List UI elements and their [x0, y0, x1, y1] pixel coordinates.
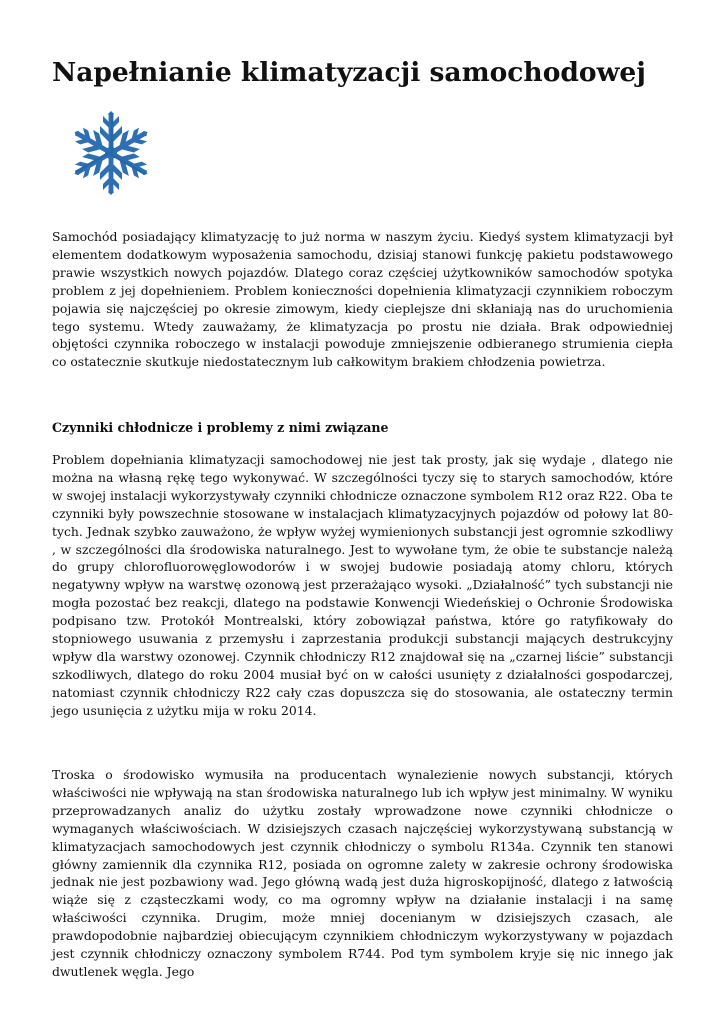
refrigerants-paragraph: Problem dopełniania klimatyzacji samochodowej nie jest tak prosty, jak się wydaje , dlatego nie można na własną rękę tego wykonywać. W szczególności tyczy się to starych samochodów, które w swojej instalacji wykorzystywały czynniki chłodnicze oznaczone symbolem R12 oraz R22. Oba te czynniki były powszechnie stosowane w instalacjach klimatyzacyjnych pojazdów od połowy lat 80-tych. Jednak szybko zauważono, że wpływ wyżej wymienionych substancji jest ogromnie szkodliwy , w szczególności dla środowiska naturalnego. Jest to wywołane tym, że obie te substancje należą do grupy chlorofluorowęglowodorów i w swojej budowie posiadają atomy chloru, których negatywny wpływ na warstwę ozonową jest przerażająco wysoki. „Działalność” tych substancji nie mogła pozostać bez reakcji, dlatego na podstawie Konwencji Wiedeńskiej o Ochronie Środowiska podpisano tzw. Protokół Montrealski, który zobowiązał państwa, które go ratyfikowały do stopniowego usuwania z przemysłu i zaprzestania produkcji substancji mających destrukcyjny wpływ dla warstwy ozonowej. Czynnik chłodniczy R12 znajdował się na „czarnej liście” substancji szkodliwych, dlatego do roku 2004 musiał być on w całości usunięty z działalności gospodarczej, natomiast czynnik chłodniczy R22 cały czas dopuszcza się do stosowania, ale ostateczny termin jego usunięcia z użytku mija w roku 2014. — [52, 452, 673, 718]
snowflake-icon — [66, 108, 156, 198]
section-heading: Czynniki chłodnicze i problemy z nimi związane — [52, 420, 389, 435]
new-refrigerants-paragraph: Troska o środowisko wymusiła na producentach wynalezienie nowych substancji, których właściwości nie wpływają na stan środowiska naturalnego lub ich wpływ jest minimalny. W wyniku przeprowadzanych analiz do użytku zostały wprowadzone nowe czynniki chłodnicze o wymaganych właściwościach. W dzisiejszych czasach najczęściej wykorzystywaną substancją w klimatyzacjach samochodowych jest czynnik chłodniczy o symbolu R134a. Czynnik ten stanowi główny zamiennik dla czynnika R12, posiada on ogromne zalety w zakresie ochrony środowiska jednak nie jest pozbawiony wad. Jego główną wadą jest duża higroskopijność, dlatego z łatwością wiąże się z cząsteczkami wody, co ma ogromny wpływ na działanie instalacji i na samę właściwości czynnika. Drugim, może mniej docenianym w dzisiejszych czasach, ale prawdopodobnie najbardziej obiecującym czynnikiem chłodniczym wykorzystywany w pojazdach jest czynnik chłodniczy oznaczony symbolem R744. Pod tym symbolem kryje się nic innego jak dwutlenek węgla. Jego — [52, 767, 673, 979]
intro-paragraph: Samochód posiadający klimatyzację to już norma w naszym życiu. Kiedyś system klimatyzacji był elementem dodatkowym wyposażenia samochodu, dzisiaj stanowi funkcję pakietu podstawowego prawie wszystkich nowych pojazdów. Dlatego coraz częściej użytkowników samochodów spotyka problem z jej dopełnieniem. Problem konieczności dopełnienia klimatyzacji czynnikiem roboczym pojawia się najczęściej po okresie zimowym, kiedy cieplejsze dni skłaniają nas do uruchomienia tego systemu. Wtedy zauważamy, że klimatyzacja po prostu nie działa. Brak odpowiedniej objętości czynnika roboczego w instalacji powoduje zmniejszenie odbieranego strumienia ciepła co ostatecznie skutkuje niedostatecznym lub całkowitym brakiem chłodzenia powietrza. — [52, 229, 673, 370]
page-title: Napełnianie klimatyzacji samochodowej — [52, 57, 646, 88]
